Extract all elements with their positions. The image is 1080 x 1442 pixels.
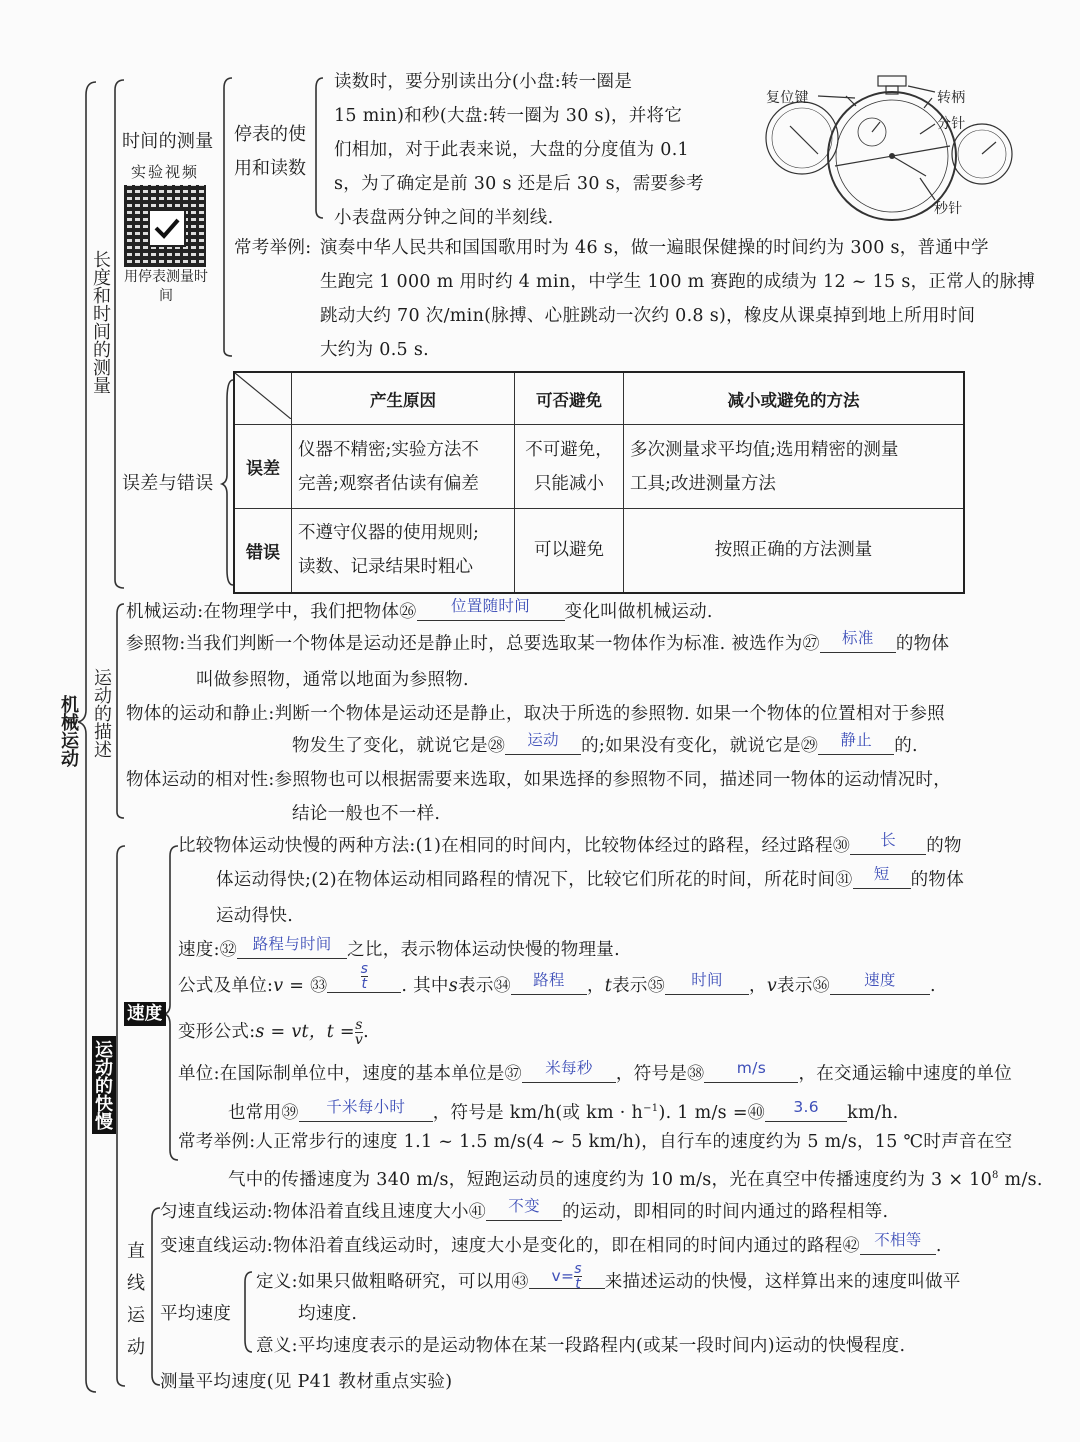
table-row: 误差 仪器不精密;实验方法不 完善;观察者估读有偏差 不可避免， 只能减小 多次测量求平均值;选用精密的测量 工具;改进测量方法 [234,425,964,509]
qr-check-icon [148,209,186,247]
speed-unit-2: 也常用㊴ 千米每小时 ，符号是 km/h(或 km · $h^{-1}$). 1 m/s =㊵ 3.6 km/h. [228,1097,899,1123]
motion-line-2: 参照物:当我们判断一个物体是运动还是静止时，总要选取某一物体作为标准. 被选作为㉗ 标准 的物体 [126,629,950,654]
motion-line-4: 物体的运动和静止:判断一个物体是运动还是静止，取决于所选的参照物. 如果一个物体的位置相对于参照 [126,704,945,724]
speed-compare-1: 比较物体运动快慢的两种方法:(1)在相同的时间内，比较物体经过的路程，经过路程㉚ 长 的物 [178,831,962,856]
motion-line-5: 物发生了变化，就说它是㉘ 运动 的;如果没有变化，就说它是㉙ 静止 的. [292,731,918,756]
motion-line-7: 结论一般也不一样. [292,804,441,824]
error-table [233,371,965,594]
diagram-label-minute: 分针 [937,116,966,132]
row-name: 错误 [234,509,292,593]
speed-formula: 公式及单位:v = ㉝ $\frac{s}{t}$ . 其中s表示㉞ 路程 ，t表示㉟ 时间 ，v表示㊱ 速度 . [178,961,936,996]
speed-definition: 速度:㉜ 路程与时间 之比，表示物体运动快慢的物理量. [178,935,620,960]
video-label: 实验视频 [131,163,200,181]
header-cause: 产生原因 [292,372,515,425]
average-speed-meaning: 意义:平均速度表示的是运动物体在某一段路程内(或某一段时间内)运动的快慢程度. [256,1336,906,1356]
measure-average-speed: 测量平均速度(见 P41 教材重点实验) [160,1372,453,1392]
average-speed-label: 平均速度 [160,1304,232,1324]
linear-label: 直线运动 [127,1241,145,1358]
uniform-motion: 匀速直线运动:物体沿着直线且速度大小㊶ 不变 的运动，即相同的时间内通过的路程相等. [160,1197,889,1222]
examples-label: 常考举例: [234,238,312,258]
average-speed-definition: 定义:如果只做粗略研究，可以用㊸ v= $\frac{s}{t}$ 来描述运动的快慢，这样算出来的速度叫做平 [256,1261,961,1292]
motion-line-3: 叫做参照物，通常以地面为参照物. [196,670,469,690]
main-title [58,695,82,767]
row-name: 误差 [234,425,292,509]
diagram-label-reset: 复位键 [766,90,809,106]
error-label: 误差与错误 [122,473,214,494]
main-title-text: 机械运动 [58,695,79,767]
speed-compare-3: 运动得快. [216,906,294,926]
header-method: 减小或避免的方法 [624,372,965,425]
header-avoid: 可否避免 [515,372,624,425]
table-corner [234,372,292,425]
diagram-label-second: 秒针 [934,201,963,217]
section-motion-speed: 运动的快慢 [92,1036,116,1134]
section-motion-desc: 运动的描述 [91,668,112,758]
speed-label: 速度 [124,1002,166,1026]
speed-example-2: 气中的传播速度为 340 m/s，短跑运动员的速度约为 10 m/s，光在真空中传播速度约为 $3 \times 10^8$ m/s. [228,1169,1043,1190]
stopwatch-heading: 停表的使用和读数 [234,124,306,179]
variable-motion: 变速直线运动:物体沿着直线运动时，速度大小是变化的，即在相同的时间内通过的路程㊷ 不相等 . [160,1231,942,1256]
speed-unit-1: 单位:在国际制单位中，速度的基本单位是㊲ 米每秒 ，符号是㊳ m/s ，在交通运输中速度的单位 [178,1059,1013,1084]
time-measure-label: 时间的测量 [122,131,214,152]
table-row: 错误 不遵守仪器的使用规则; 读数、记录结果时粗心 可以避免 按照正确的方法测量 [234,509,964,593]
section-length-time: 长度和时间的测量 [90,250,111,394]
qr-caption: 用停表测量时间 [124,269,208,304]
speed-variant-formula: 变形公式:s = vt，t = $\frac{s}{v}$ . [178,1017,369,1048]
average-speed-definition-cont: 均速度. [298,1304,358,1324]
motion-line-1: 机械运动:在物理学中，我们把物体㉖ 位置随时间 变化叫做机械运动. [126,597,713,622]
speed-example-1: 常考举例:人正常步行的速度 1.1 ~ 1.5 m/s(4 ~ 5 km/h)，自行车的速度约为 5 m/s，15 ℃时声音在空 [178,1132,1013,1152]
motion-line-6: 物体运动的相对性:参照物也可以根据需要来选取，如果选择的参照物不同，描述同一物体的运动情况时， [126,770,951,790]
diagram-label-knob: 转柄 [937,90,966,106]
speed-compare-2: 体运动得快;(2)在物体运动相同路程的情况下，比较它们所花的时间，所花时间㉛ 短 的物体 [216,865,965,890]
